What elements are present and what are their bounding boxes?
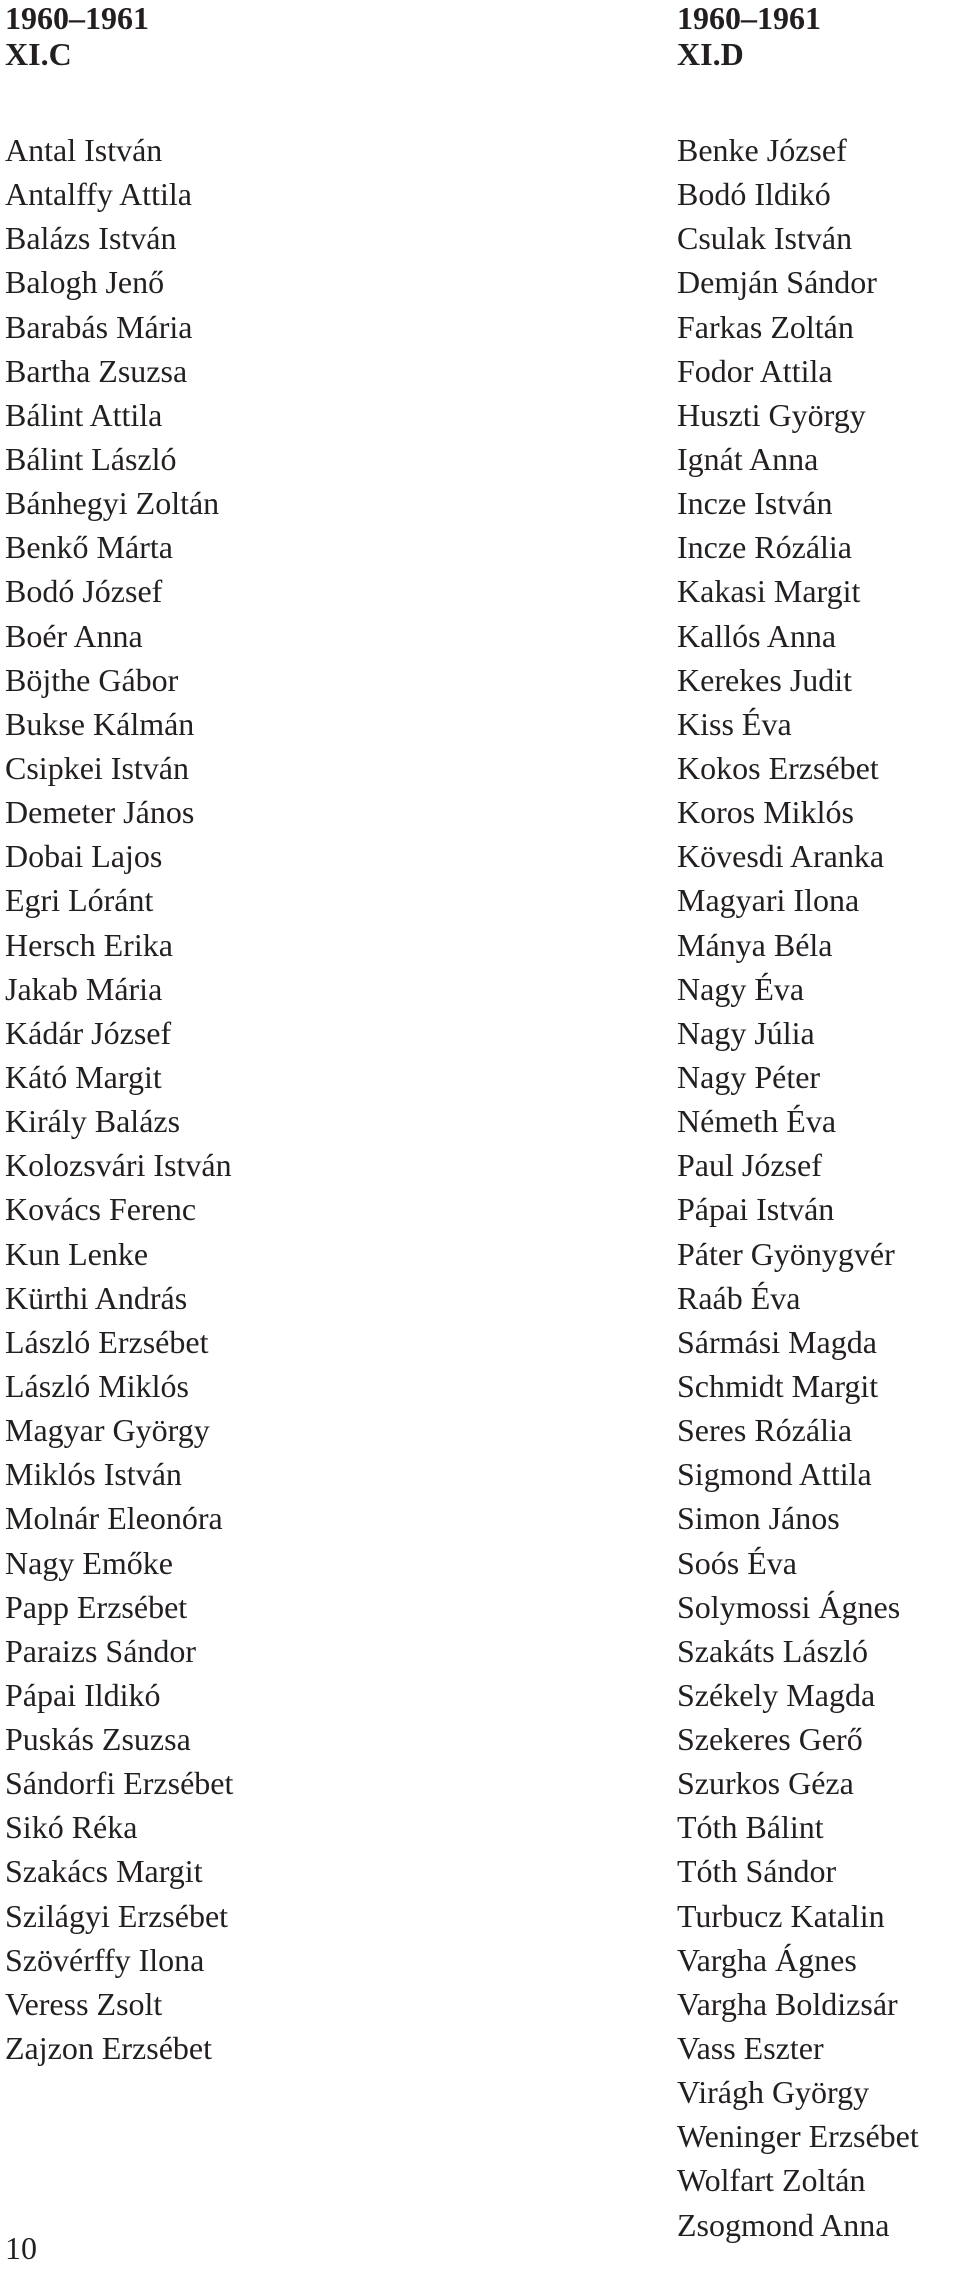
student-name: Szekeres Gerő — [677, 1721, 863, 1758]
student-name: Raáb Éva — [677, 1279, 801, 1316]
student-name: Pápai István — [677, 1191, 835, 1228]
student-name: Nagy Péter — [677, 1058, 821, 1095]
student-name: Balogh Jenő — [5, 264, 165, 301]
student-name: Csipkei István — [5, 749, 189, 786]
student-name: Paraizs Sándor — [5, 1632, 197, 1669]
student-name: Nagy Júlia — [677, 1014, 815, 1051]
student-name: Incze István — [677, 485, 833, 522]
student-name: Miklós István — [5, 1456, 182, 1493]
student-name: Balázs István — [5, 220, 177, 257]
student-name: Paul József — [677, 1147, 822, 1184]
student-name: Sikó Réka — [5, 1809, 138, 1846]
student-name: Kerekes Judit — [677, 661, 853, 698]
student-name: Szakáts László — [677, 1632, 869, 1669]
student-name: Székely Magda — [677, 1676, 876, 1713]
student-name: Németh Éva — [677, 1103, 837, 1140]
student-name: Seres Rózália — [677, 1412, 853, 1449]
student-name: Páter Gyönygvér — [677, 1235, 895, 1272]
student-name: Kiss Éva — [677, 705, 792, 742]
student-name: Kövesdi Aranka — [677, 838, 885, 875]
student-name: Wolfart Zoltán — [677, 2162, 866, 2199]
student-name: Benkő Márta — [5, 529, 173, 566]
student-name: Demeter János — [5, 794, 195, 831]
student-name: Sármási Magda — [677, 1323, 877, 1360]
student-name: Szövérffy Ilona — [5, 1941, 205, 1978]
student-name: Farkas Zoltán — [677, 308, 854, 345]
page-number: 10 — [5, 2230, 37, 2266]
student-name: Szakács Margit — [5, 1853, 203, 1890]
student-name: Barabás Mária — [5, 308, 193, 345]
student-name: Weninger Erzsébet — [677, 2118, 919, 2155]
student-name: Vargha Ágnes — [677, 1941, 857, 1978]
student-name: Király Balázs — [5, 1103, 181, 1140]
student-name: Magyari Ilona — [677, 882, 860, 919]
student-name: Kun Lenke — [5, 1235, 149, 1272]
student-name: Nagy Éva — [677, 970, 805, 1007]
student-name: Tóth Bálint — [677, 1809, 824, 1846]
student-name: Solymossi Ágnes — [677, 1588, 901, 1625]
student-name: Egri Lóránt — [5, 882, 154, 919]
student-name: Incze Rózália — [677, 529, 852, 566]
student-name: Zajzon Erzsébet — [5, 2030, 212, 2067]
class-name: XI.D — [677, 36, 744, 72]
student-name: Bálint László — [5, 440, 177, 477]
class-name: XI.C — [5, 36, 72, 72]
student-name: Nagy Emőke — [5, 1544, 173, 1581]
student-name: László Erzsébet — [5, 1323, 209, 1360]
student-name: Bartha Zsuzsa — [5, 352, 188, 389]
student-name: Sándorfi Erzsébet — [5, 1765, 234, 1802]
student-name: Magyar György — [5, 1412, 210, 1449]
student-name: Demján Sándor — [677, 264, 877, 301]
student-name: Kovács Ferenc — [5, 1191, 197, 1228]
student-name: Bodó Ildikó — [677, 176, 831, 213]
student-name: Jakab Mária — [5, 970, 163, 1007]
student-name: Ignát Anna — [677, 440, 819, 477]
student-name: Veress Zsolt — [5, 1985, 163, 2022]
student-name: Kátó Margit — [5, 1058, 162, 1095]
student-name: Pápai Ildikó — [5, 1676, 161, 1713]
student-name: Antalffy Attila — [5, 176, 192, 213]
student-name: Hersch Erika — [5, 926, 173, 963]
student-name: Boér Anna — [5, 617, 143, 654]
column-header — [5, 0, 149, 74]
student-name: Kürthi András — [5, 1279, 188, 1316]
student-name: Bálint Attila — [5, 396, 163, 433]
school-year: 1960–1961 — [5, 0, 149, 36]
student-name: Virágh György — [677, 2074, 870, 2111]
school-year: 1960–1961 — [677, 0, 821, 36]
student-name: Kádár József — [5, 1014, 172, 1051]
student-name: Papp Erzsébet — [5, 1588, 188, 1625]
student-name: Turbucz Katalin — [677, 1897, 885, 1934]
student-name: Zsogmond Anna — [677, 2206, 890, 2243]
student-name: Kolozsvári István — [5, 1147, 232, 1184]
student-name: Kokos Erzsébet — [677, 749, 879, 786]
student-name: Fodor Attila — [677, 352, 833, 389]
student-name: Böjthe Gábor — [5, 661, 179, 698]
student-list — [677, 128, 919, 2247]
student-name: Tóth Sándor — [677, 1853, 837, 1890]
student-list — [5, 128, 233, 2070]
student-name: Mánya Béla — [677, 926, 833, 963]
student-name: Bodó József — [5, 573, 163, 610]
student-name: Sigmond Attila — [677, 1456, 872, 1493]
student-name: Bukse Kálmán — [5, 705, 195, 742]
student-name: Koros Miklós — [677, 794, 854, 831]
student-name: Schmidt Margit — [677, 1367, 879, 1404]
student-name: Soós Éva — [677, 1544, 797, 1581]
student-name: László Miklós — [5, 1367, 189, 1404]
student-name: Szurkos Géza — [677, 1765, 854, 1802]
class-column-xi-d — [677, 0, 919, 2243]
student-name: Dobai Lajos — [5, 838, 163, 875]
student-name: Simon János — [677, 1500, 840, 1537]
student-name: Huszti György — [677, 396, 866, 433]
class-column-xi-c — [5, 0, 234, 2067]
student-name: Vargha Boldizsár — [677, 1985, 898, 2022]
student-name: Kakasi Margit — [677, 573, 861, 610]
student-name: Antal István — [5, 132, 163, 168]
student-name: Puskás Zsuzsa — [5, 1721, 191, 1758]
student-name: Vass Eszter — [677, 2030, 824, 2067]
student-name: Bánhegyi Zoltán — [5, 485, 220, 522]
student-name: Benke József — [677, 132, 847, 168]
student-name: Szilágyi Erzsébet — [5, 1897, 229, 1934]
column-header — [677, 0, 821, 74]
student-name: Kallós Anna — [677, 617, 837, 654]
student-name: Csulak István — [677, 220, 853, 257]
student-name: Molnár Eleonóra — [5, 1500, 223, 1537]
